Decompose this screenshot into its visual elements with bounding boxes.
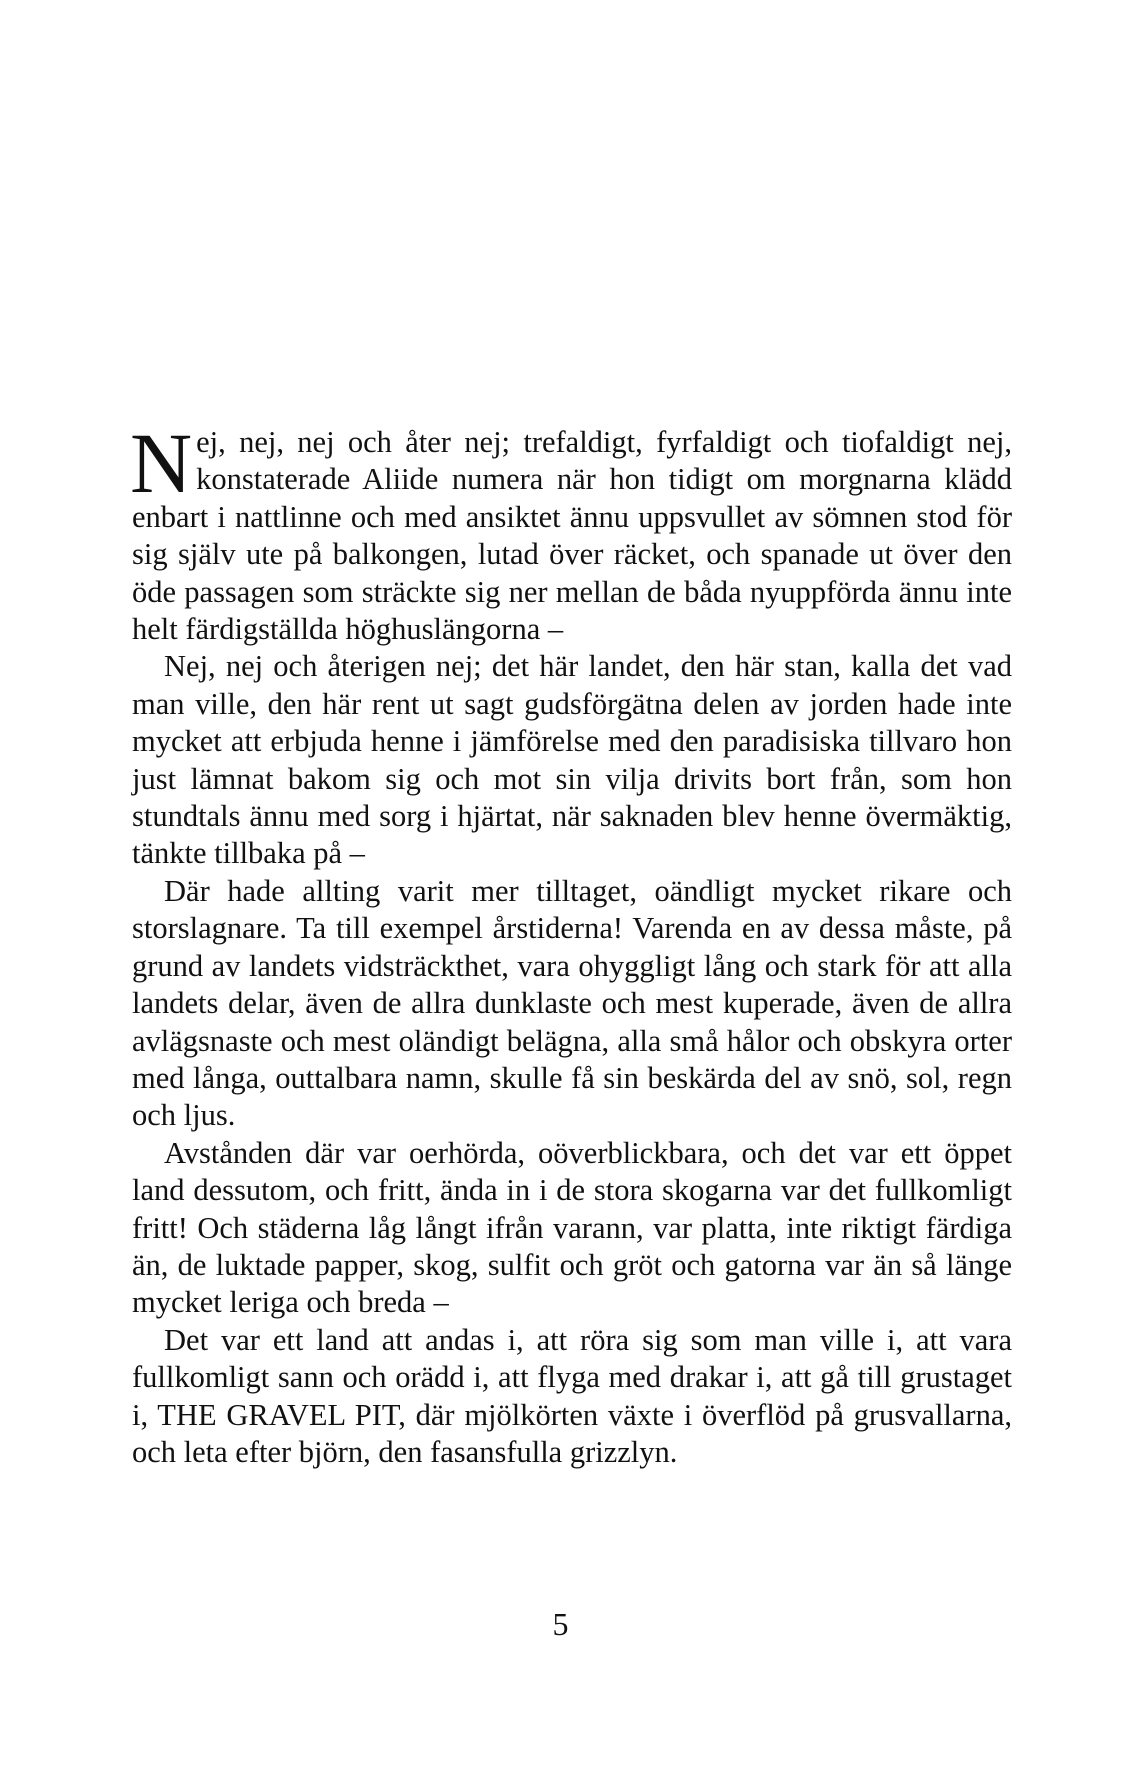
drop-cap: N [130, 415, 193, 511]
page-number: 5 [552, 1606, 569, 1642]
paragraph-4: Avstånden där var oerhörda, oöverblickbara, och det var ett öppet land dessutom, och fritt, ända in i de stora skogarna var det fullkomligt fritt! Och städerna låg långt ifrån varann, var platta, inte riktigt färdiga än, de luktade papper, skog, sulfit och gröt och gatorna var än så länge mycket leriga och breda – [132, 1135, 1012, 1320]
paragraph-2: Nej, nej och återigen nej; det här landet, den här stan, kalla det vad man ville, den här rent ut sagt gudsförgätna delen av jorden hade inte mycket att erbjuda henne i jämförelse med den paradisiska tillvaro hon just lämnat bakom sig och mot sin vilja drivits bort från, som hon stundtals ännu med sorg i hjärtat, när saknaden blev henne övermäktig, tänkte tillbaka på – [132, 649, 1012, 871]
body-text [130, 415, 1012, 1471]
paragraph-1-text: ej, nej, nej och åter nej; trefaldigt, fyrfaldigt och tiofaldigt nej, konstaterade Aliide numera när hon tidigt om morgnarna klädd enbart i nattlinne och med ansiktet ännu uppsvullet av sömnen stod för sig själv ute på balkongen, lutad över räcket, och spanade ut över den öde passagen som sträckte sig ner mellan de båda nyuppförda ännu inte helt färdigställda höghuslängorna – [132, 425, 1012, 647]
paragraph-5: Det var ett land att andas i, att röra sig som man ville i, att vara fullkomligt sann och orädd i, att flyga med drakar i, att gå till grustaget i, THE GRAVEL PIT, där mjölkörten växte i överflöd på grusvallarna, och leta efter björn, den fasansfulla grizzlyn. [132, 1322, 1012, 1469]
paragraph-3: Där hade allting varit mer tilltaget, oändligt mycket rikare och storslagnare. Ta till exempel årstiderna! Varenda en av dessa måste, på grund av landets vidsträckthet, vara ohyggligt lång och stark för att alla landets delar, även de allra dunklaste och mest kuperade, även de allra avlägsnaste och mest oländigt belägna, alla små hålor och obskyra orter med långa, outtalbara namn, skulle få sin beskärda del av snö, sol, regn och ljus. [132, 873, 1012, 1133]
paragraph-1 [130, 415, 1012, 648]
